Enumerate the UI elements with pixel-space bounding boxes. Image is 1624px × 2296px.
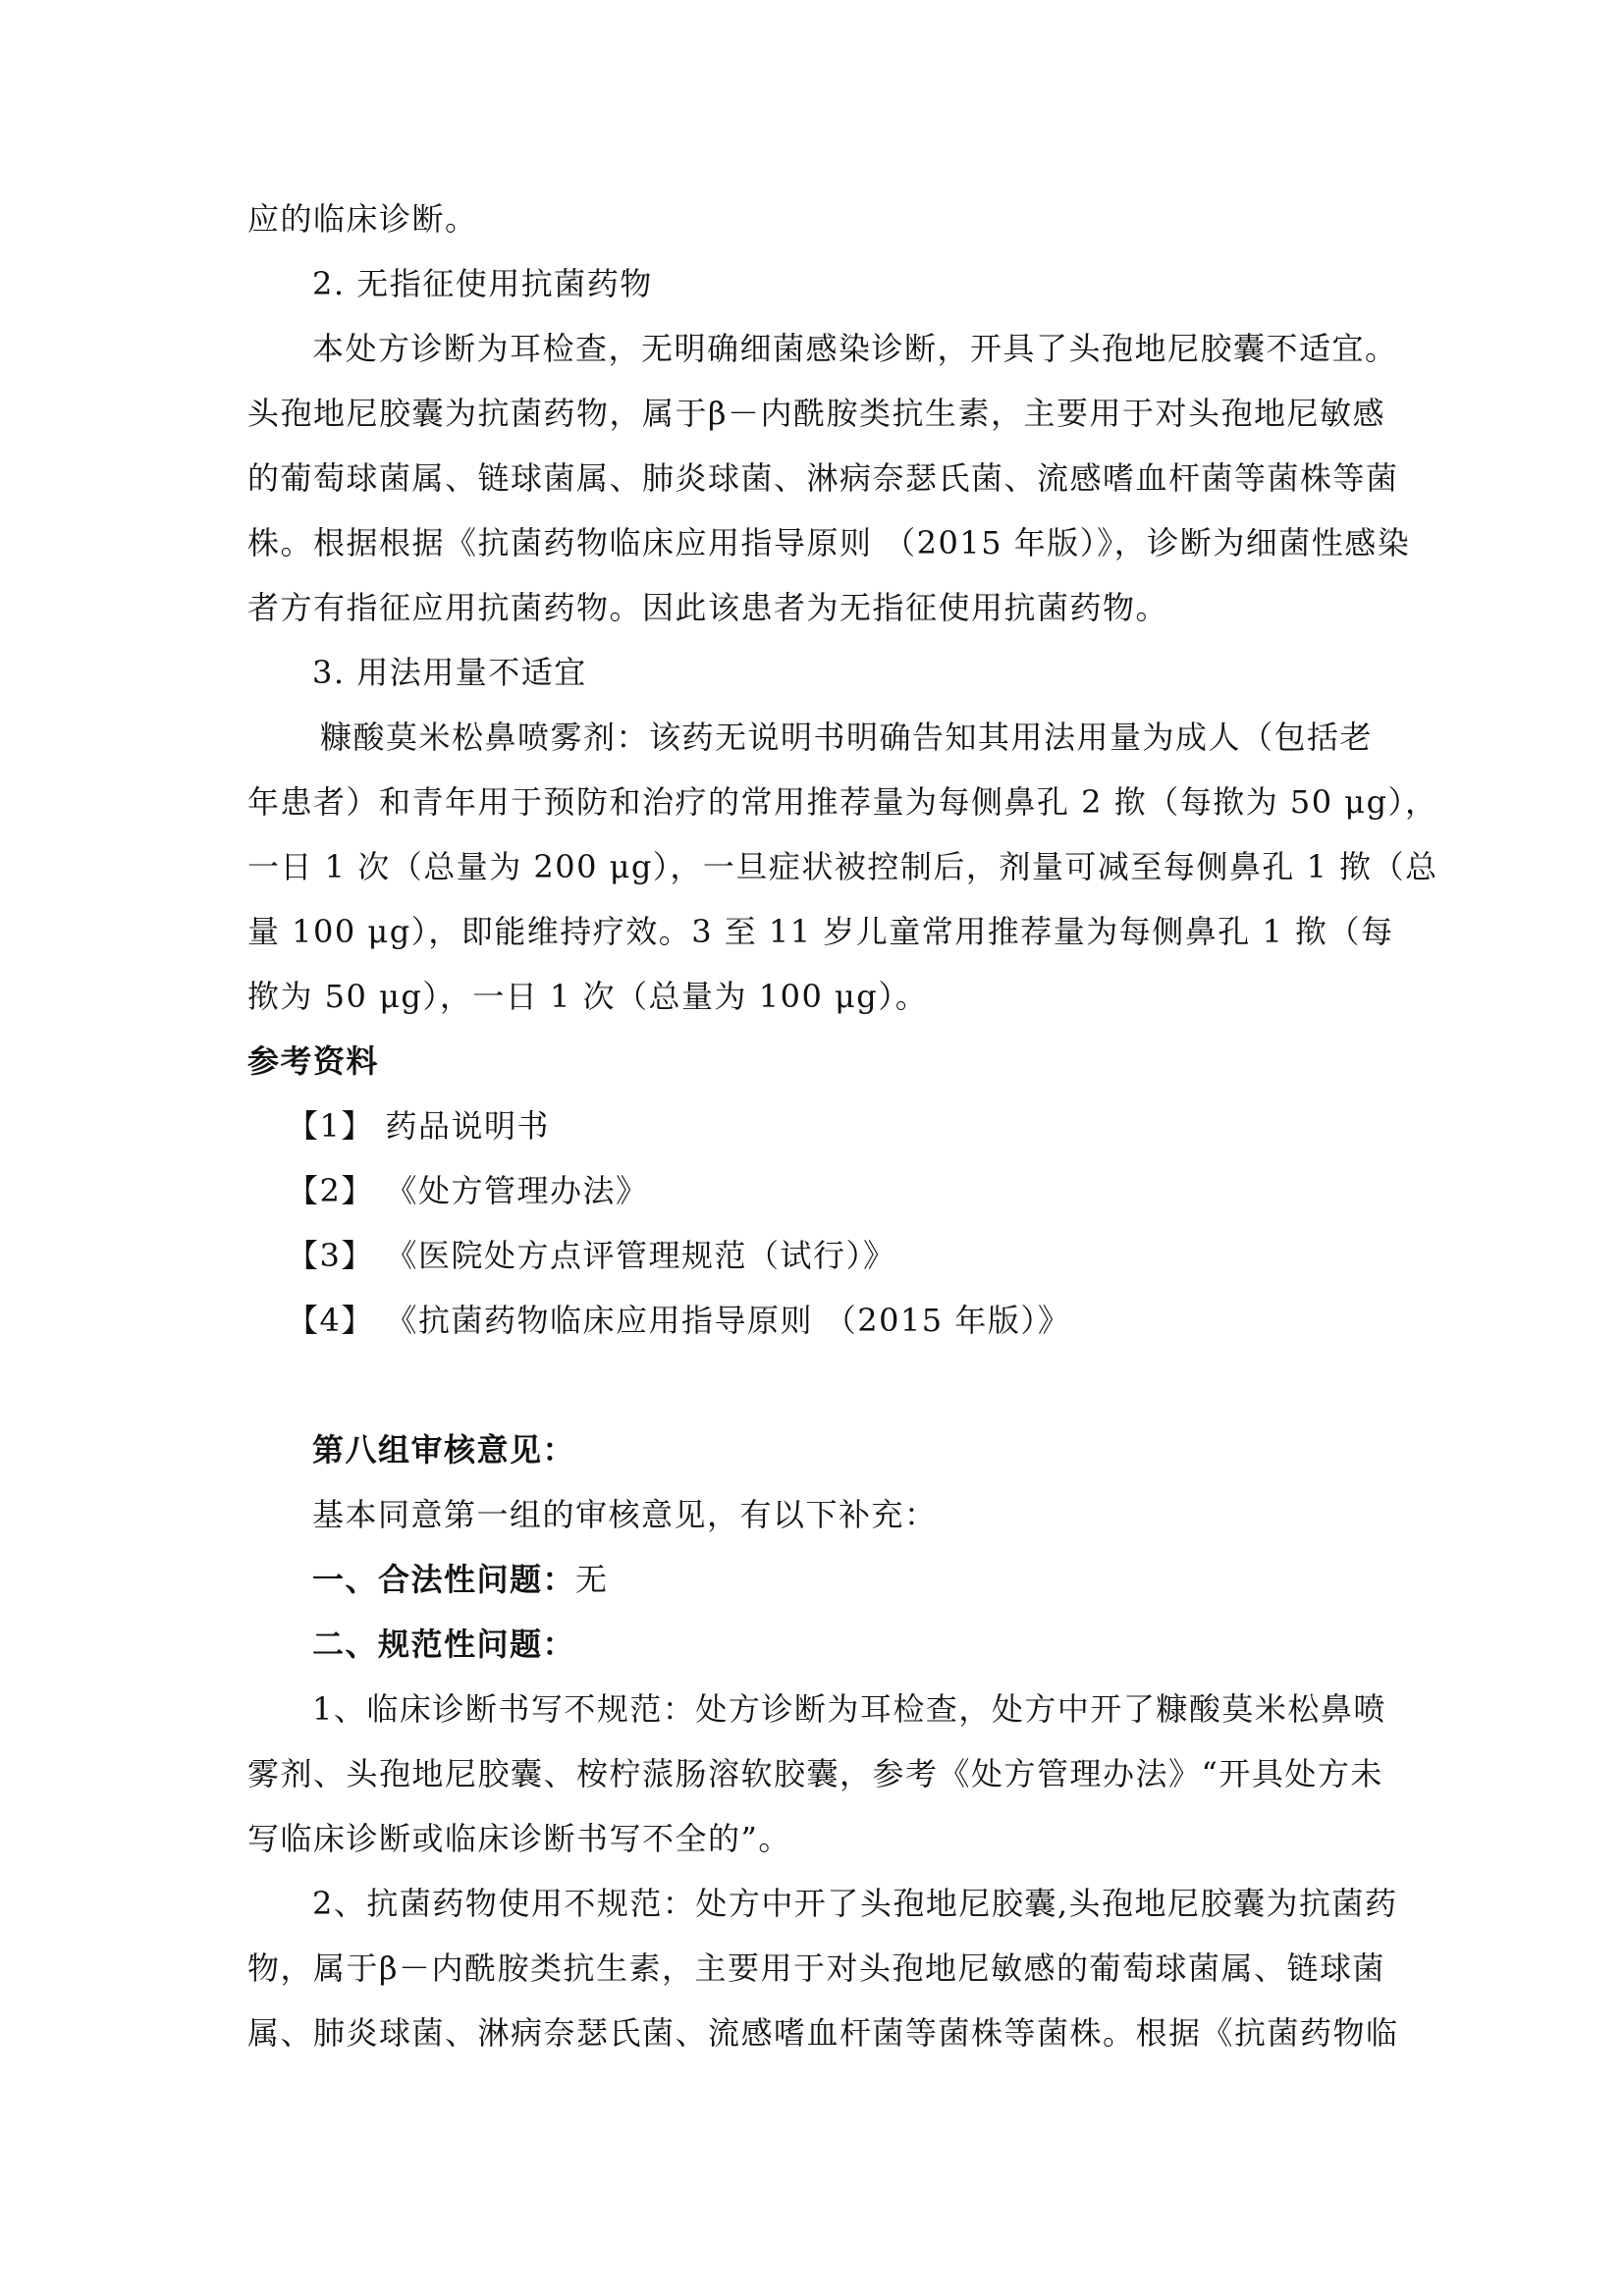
normative-heading: 二、规范性问题： (312, 1626, 576, 1663)
review-line: 物，属于β－内酰胺类抗生素，主要用于对头孢地尼敏感的葡萄球菌属、链球菌 (247, 1949, 1386, 1987)
paragraph-line: 年患者）和青年用于预防和治疗的常用推荐量为每侧鼻孔 2 揿（每揿为 50 μg）， (247, 783, 1438, 821)
legality-value: 无 (575, 1561, 609, 1598)
reference-item: 【1】 药品说明书 (287, 1107, 551, 1145)
review-line: 雾剂、头孢地尼胶囊、桉柠蒎肠溶软胶囊，参考《处方管理办法》“开具处方未 (247, 1755, 1383, 1792)
paragraph-line: 者方有指征应用抗菌药物。因此该患者为无指征使用抗菌药物。 (247, 589, 1169, 626)
review-line: 2、抗菌药物使用不规范：处方中开了头孢地尼胶囊,头孢地尼胶囊为抗菌药 (312, 1885, 1398, 1922)
review-line: 1、临床诊断书写不规范：处方诊断为耳检查，处方中开了糠酸莫米松鼻喷 (312, 1690, 1386, 1728)
paragraph-line: 一日 1 次（总量为 200 μg），一旦症状被控制后，剂量可减至每侧鼻孔 1 揿（总 (247, 848, 1438, 885)
review-line: 属、肺炎球菌、淋病奈瑟氏菌、流感嗜血杆菌等菌株等菌株。根据《抗菌药物临 (247, 2014, 1399, 2052)
paragraph-line: 应的临床诊断。 (247, 200, 478, 238)
spacer (247, 1353, 1386, 1417)
review-line: 写临床诊断或临床诊断书写不全的”。 (247, 1820, 791, 1857)
section-heading: 2. 无指征使用抗菌药物 (312, 265, 653, 302)
paragraph-line: 本处方诊断为耳检查，无明确细菌感染诊断，开具了头孢地尼胶囊不适宜。 (312, 330, 1398, 367)
reference-item: 【3】 《医院处方点评管理规范（试行）》 (287, 1237, 896, 1274)
reference-item: 【4】 《抗菌药物临床应用指导原则 （2015 年版）》 (287, 1302, 1071, 1339)
reference-item: 【2】 《处方管理办法》 (287, 1172, 649, 1209)
review-intro: 基本同意第一组的审核意见，有以下补充： (312, 1496, 938, 1533)
section-heading: 3. 用法用量不适宜 (312, 654, 587, 691)
paragraph-line: 株。根据根据《抗菌药物临床应用指导原则 （2015 年版）》，诊断为细菌性感染 (247, 524, 1411, 561)
review-heading: 第八组审核意见： (312, 1431, 576, 1468)
paragraph-line: 糠酸莫米松鼻喷雾剂：该药无说明书明确告知其用法用量为成人（包括老 (320, 719, 1374, 756)
paragraph-line: 揿为 50 μg），一日 1 次（总量为 100 μg）。 (247, 978, 929, 1015)
paragraph-line: 的葡萄球菌属、链球菌属、肺炎球菌、淋病奈瑟氏菌、流感嗜血杆菌等菌株等菌 (247, 459, 1399, 497)
document-body (247, 187, 1438, 2065)
references-heading: 参考资料 (247, 1042, 380, 1080)
legality-line (247, 1547, 1386, 1612)
paragraph-line: 头孢地尼胶囊为抗菌药物，属于β－内酰胺类抗生素，主要用于对头孢地尼敏感 (247, 395, 1386, 432)
paragraph-line: 量 100 μg），即能维持疗效。3 至 11 岁儿童常用推荐量为每侧鼻孔 1 揿（每 (247, 913, 1394, 950)
legality-label: 一、合法性问题： (312, 1561, 576, 1598)
